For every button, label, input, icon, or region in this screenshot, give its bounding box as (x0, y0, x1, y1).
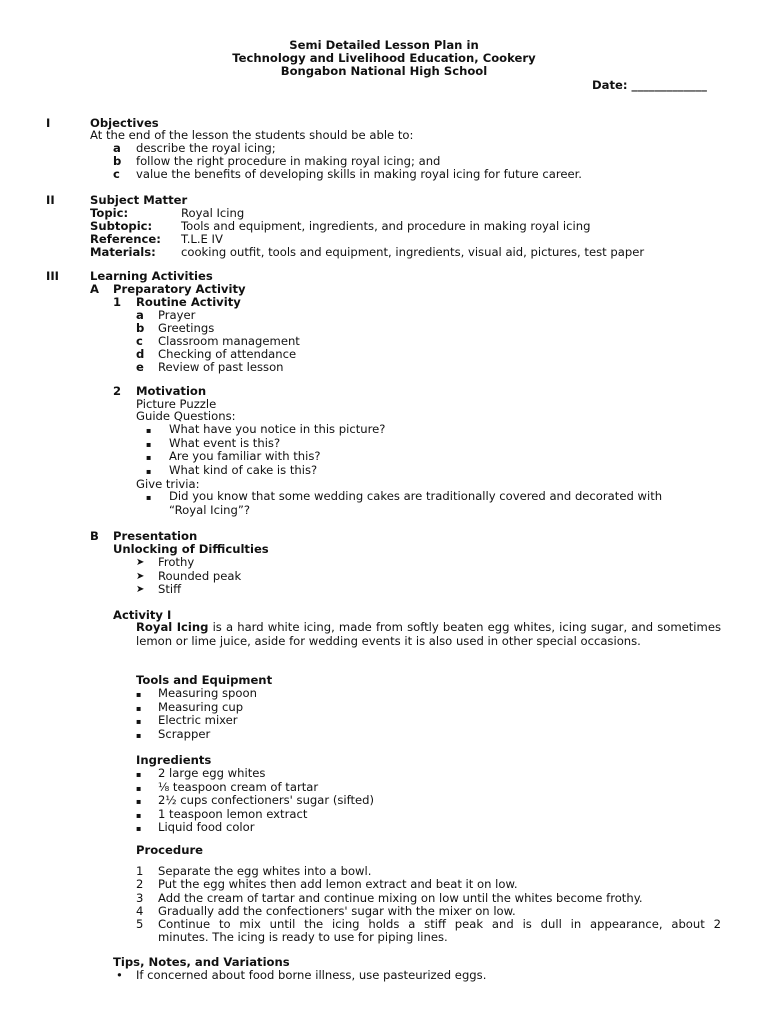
item-letter: b (136, 321, 145, 335)
field-label: Reference: (90, 232, 161, 246)
routine-item: Prayer (158, 308, 196, 322)
field-label: Topic: (90, 206, 129, 220)
item-number: 1 (113, 295, 122, 309)
square-bullet-icon: ▪ (136, 810, 142, 820)
square-bullet-icon: ▪ (146, 467, 152, 477)
item-letter: a (136, 308, 144, 322)
field-value: T.L.E IV (181, 232, 223, 246)
item-number: 2 (113, 384, 122, 398)
tools-heading: Tools and Equipment (136, 673, 273, 687)
doc-title: Semi Detailed Lesson Plan in (289, 38, 479, 52)
unlocking-heading: Unlocking of Difficulties (113, 542, 269, 556)
section-number: II (46, 193, 55, 207)
royal-icing-term: Royal Icing (136, 620, 209, 634)
royal-icing-description: is a hard white icing, made from softly beaten egg whites, icing sugar, and sometimes lemon or lime juice, aside for wedding events it is also used in other special occasions. (136, 620, 721, 648)
square-bullet-icon: ▪ (136, 703, 142, 713)
doc-subtitle: Technology and Livelihood Education, Cookery (232, 51, 536, 65)
section-heading: Objectives (90, 116, 159, 130)
trivia-label: Give trivia: (136, 477, 200, 491)
tool-item: Scrapper (158, 726, 211, 741)
tool-item: Measuring cup (158, 699, 244, 714)
field-value: Tools and equipment, ingredients, and procedure in making royal icing (181, 219, 591, 233)
section-number: III (46, 269, 59, 283)
school-name: Bongabon National High School (280, 64, 488, 78)
square-bullet-icon: ▪ (136, 690, 142, 699)
round-bullet-icon: • (116, 968, 123, 982)
square-bullet-icon: ▪ (136, 783, 142, 793)
field-value: Royal Icing (181, 206, 245, 220)
motivation-activity: Picture Puzzle (136, 397, 217, 411)
item-letter: c (136, 334, 143, 348)
item-heading: Motivation (136, 384, 207, 398)
step-number: 4 (136, 903, 144, 918)
item-letter: a (113, 141, 121, 155)
tool-item: Measuring spoon (158, 686, 257, 700)
square-bullet-icon: ▪ (136, 824, 142, 834)
trivia-text: Did you know that some wedding cakes are traditionally covered and decorated with (169, 489, 663, 503)
step-text: Separate the egg whites into a bowl. (158, 864, 372, 878)
guide-label: Guide Questions: (136, 409, 236, 423)
tip-item: If concerned about food borne illness, use pasteurized eggs. (136, 968, 487, 982)
item-letter: e (136, 360, 144, 374)
question-item: Are you familiar with this? (169, 449, 321, 464)
step-number: 1 (136, 864, 144, 878)
field-label: Materials: (90, 245, 156, 259)
routine-item: Review of past lesson (158, 360, 284, 374)
section-number: I (46, 116, 51, 130)
date-field: Date: _____________ (592, 78, 707, 92)
step-text-cont: minutes. The icing is ready to use for piping lines. (158, 930, 448, 944)
section-heading: Subject Matter (90, 193, 188, 207)
step-text: Add the cream of tartar and continue mixing on low until the whites become frothy. (158, 890, 643, 905)
arrow-bullet-icon: ➤ (136, 584, 145, 595)
subsection-letter: A (90, 282, 99, 296)
objectives-intro: At the end of the lesson the students should be able to: (90, 128, 414, 142)
ingredient-item: 2 large egg whites (158, 766, 266, 780)
square-bullet-icon: ▪ (146, 453, 152, 463)
difficulty-item: Rounded peak (158, 568, 242, 583)
square-bullet-icon: ▪ (136, 770, 142, 779)
step-number: 5 (136, 917, 144, 931)
ingredients-heading: Ingredients (136, 753, 212, 767)
question-item: What have you notice in this picture? (169, 422, 386, 436)
square-bullet-icon: ▪ (146, 426, 152, 435)
square-bullet-icon: ▪ (146, 439, 152, 449)
ingredient-item: ⅛ teaspoon cream of tartar (158, 779, 319, 794)
activity-heading: Activity I (113, 608, 172, 622)
routine-item: Greetings (158, 321, 215, 335)
objective-text: value the benefits of developing skills in making royal icing for future career. (136, 167, 582, 181)
objective-text: follow the right procedure in making royal icing; and (136, 154, 441, 168)
difficulty-item: Stiff (158, 582, 182, 596)
square-bullet-icon: ▪ (136, 730, 142, 740)
subsection-heading: Preparatory Activity (113, 282, 246, 296)
objective-text: describe the royal icing; (136, 141, 276, 155)
subsection-letter: B (90, 529, 99, 543)
item-letter: d (136, 347, 145, 361)
section-heading: Learning Activities (90, 269, 213, 283)
square-bullet-icon: ▪ (146, 493, 152, 502)
step-number: 3 (136, 890, 144, 905)
ingredient-item: 2½ cups confectioners' sugar (sifted) (158, 793, 375, 808)
step-text: Put the egg whites then add lemon extract and beat it on low. (158, 877, 518, 892)
item-heading: Routine Activity (136, 295, 241, 309)
royal-icing-definition (136, 621, 721, 648)
routine-item: Classroom management (158, 334, 300, 348)
difficulty-item: Frothy (158, 555, 195, 569)
tool-item: Electric mixer (158, 713, 238, 728)
square-bullet-icon: ▪ (136, 797, 142, 807)
field-label: Subtopic: (90, 219, 153, 233)
trivia-text-cont: “Royal Icing”? (169, 503, 251, 517)
ingredient-item: Liquid food color (158, 820, 255, 835)
arrow-bullet-icon: ➤ (136, 570, 145, 582)
item-letter: c (113, 167, 120, 181)
item-letter: b (113, 154, 122, 168)
field-value: cooking outfit, tools and equipment, ingredients, visual aid, pictures, test paper (181, 245, 645, 259)
tips-heading: Tips, Notes, and Variations (113, 955, 290, 969)
step-text: Gradually add the confectioners' sugar with the mixer on low. (158, 903, 516, 918)
square-bullet-icon: ▪ (136, 717, 142, 727)
ingredient-item: 1 teaspoon lemon extract (158, 806, 308, 821)
question-item: What kind of cake is this? (169, 463, 318, 478)
subsection-heading: Presentation (113, 529, 198, 543)
step-number: 2 (136, 877, 144, 892)
question-item: What event is this? (169, 435, 281, 450)
arrow-bullet-icon: ➤ (136, 557, 145, 568)
procedure-heading: Procedure (136, 843, 204, 857)
step-text: Continue to mix until the icing holds a stiff peak and is dull in appearance, about 2 (158, 917, 721, 931)
routine-item: Checking of attendance (158, 347, 297, 361)
